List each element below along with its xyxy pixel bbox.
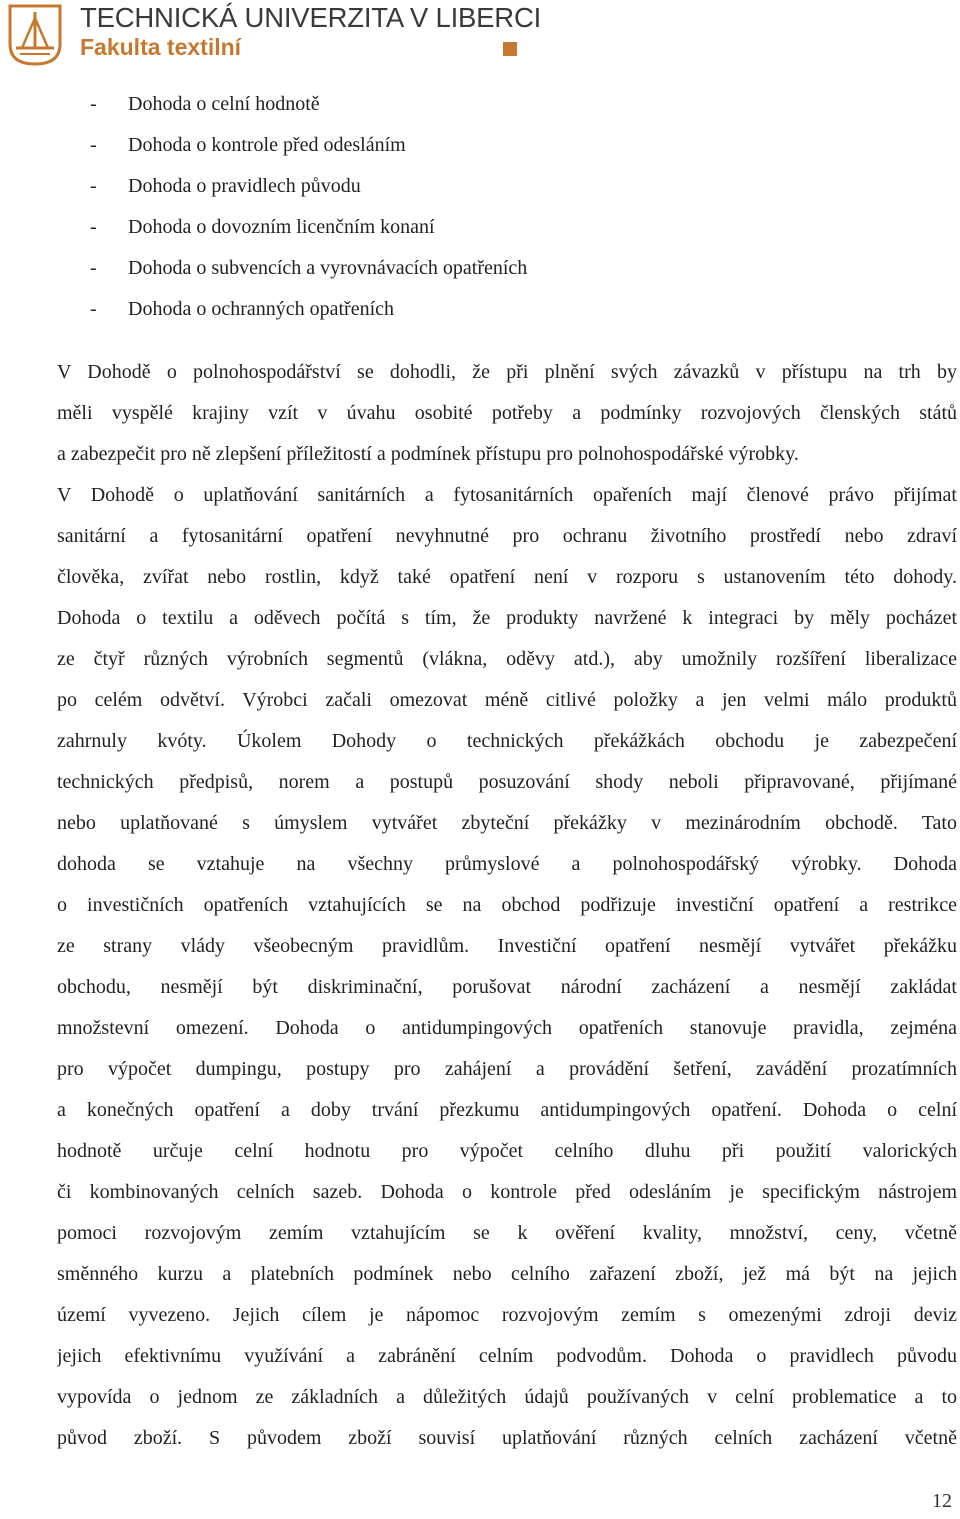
text-line: obchodu, nesmějí být diskriminační, porušovat národní zacházení a nesmějí zakládat: [57, 976, 957, 998]
text-line: pomoci rozvojovým zemím vztahujícím se k ověření kvality, množství, ceny, včetně: [57, 1222, 957, 1244]
page-header: [0, 0, 960, 70]
body-text: [57, 352, 957, 1459]
text-line: po celém odvětví. Výrobci začali omezovat méně citlivé položky a jen velmi málo produktů: [57, 689, 957, 711]
text-line: hodnotě určuje celní hodnotu pro výpočet celního dluhu při použití valorických: [57, 1140, 957, 1162]
text-line: území vyvezeno. Jejich cílem je nápomoc rozvojovým zemím s omezenými zdroji deviz: [57, 1304, 957, 1326]
text-line: technických předpisů, norem a postupů posuzování shody neboli připravované, přijímané: [57, 771, 957, 793]
list-marker: -: [90, 298, 97, 320]
list-item: - Dohoda o ochranných opatřeních: [90, 289, 527, 330]
text-line: o investičních opatřeních vztahujících se na obchod podřizuje investiční opatření a restrikce: [57, 894, 957, 916]
text-line: člověka, zvířat nebo rostlin, když také opatření není v rozporu s ustanovením této dohody.: [57, 566, 957, 588]
agreement-list: [90, 84, 527, 330]
text-line: nebo uplatňované s úmyslem vytvářet zbyteční překážky v mezinárodním obchodě. Tato: [57, 812, 957, 834]
text-line: původ zboží. S původem zboží souvisí uplatňování různých celních zacházení včetně: [57, 1427, 957, 1449]
list-item: - Dohoda o subvencích a vyrovnávacích opatřeních: [90, 248, 527, 289]
list-item: - Dohoda o kontrole před odesláním: [90, 125, 527, 166]
text-line: směnného kurzu a platebních podmínek nebo celního zařazení zboží, jež má být na jejich: [57, 1263, 957, 1285]
text-line: a konečných opatření a doby trvání přezkumu antidumpingových opatření. Dohoda o celní: [57, 1099, 957, 1121]
list-item: - Dohoda o dovozním licenčním konaní: [90, 207, 527, 248]
page-number: 12: [932, 1490, 952, 1512]
text-line: dohoda se vztahuje na všechny průmyslové a polnohospodářský výrobky. Dohoda: [57, 853, 957, 875]
text-line: a zabezpečit pro ně zlepšení příležitostí a podmínek přístupu pro polnohospodářské výrobky.: [57, 443, 799, 465]
text-line: ze čtyř různých výrobních segmentů (vlákna, oděvy atd.), aby umožnily rozšíření liberalizace: [57, 648, 957, 670]
list-marker: -: [90, 175, 97, 197]
university-logo: [6, 4, 64, 66]
text-line: sanitární a fytosanitární opatření nevyhnutné pro ochranu životního prostředí nebo zdraví: [57, 525, 957, 547]
brand-square: [503, 42, 517, 56]
text-line: či kombinovaných celních sazeb. Dohoda o kontrole před odesláním je specifickým nástrojem: [57, 1181, 957, 1203]
list-marker: -: [90, 216, 97, 238]
university-name: TECHNICKÁ UNIVERZITA V LIBERCI: [80, 2, 542, 33]
list-item: - Dohoda o celní hodnotě: [90, 84, 527, 125]
text-line: vypovída o jednom ze základních a důležitých údajů používaných v celní problematice a to: [57, 1386, 957, 1408]
text-line: jejich efektivnímu využívání a zabránění celním podvodům. Dohoda o pravidlech původu: [57, 1345, 957, 1367]
list-item: - Dohoda o pravidlech původu: [90, 166, 527, 207]
text-line: Dohoda o textilu a oděvech počítá s tím, že produkty navržené k integraci by měly pocházet: [57, 607, 957, 629]
text-line: V Dohodě o uplatňování sanitárních a fytosanitárních opařeních mají členové právo přijímat: [57, 484, 957, 506]
list-marker: -: [90, 257, 97, 279]
faculty-name: Fakulta textilní: [80, 34, 242, 60]
text-line: pro výpočet dumpingu, postupy pro zahájení a provádění šetření, zavádění prozatímních: [57, 1058, 957, 1080]
list-marker: -: [90, 93, 97, 115]
list-marker: -: [90, 134, 97, 156]
text-line: V Dohodě o polnohospodářství se dohodli, že při plnění svých závazků v přístupu na trh by: [57, 361, 957, 383]
text-line: zahrnuly kvóty. Úkolem Dohody o technických překážkách obchodu je zabezpečení: [57, 730, 957, 752]
text-line: měli vyspělé krajiny vzít v úvahu osobité potřeby a podmínky rozvojových členských států: [57, 402, 957, 424]
text-line: množstevní omezení. Dohoda o antidumpingových opatřeních stanovuje pravidla, zejména: [57, 1017, 957, 1039]
text-line: ze strany vlády všeobecným pravidlům. Investiční opatření nesmějí vytvářet překážku: [57, 935, 957, 957]
